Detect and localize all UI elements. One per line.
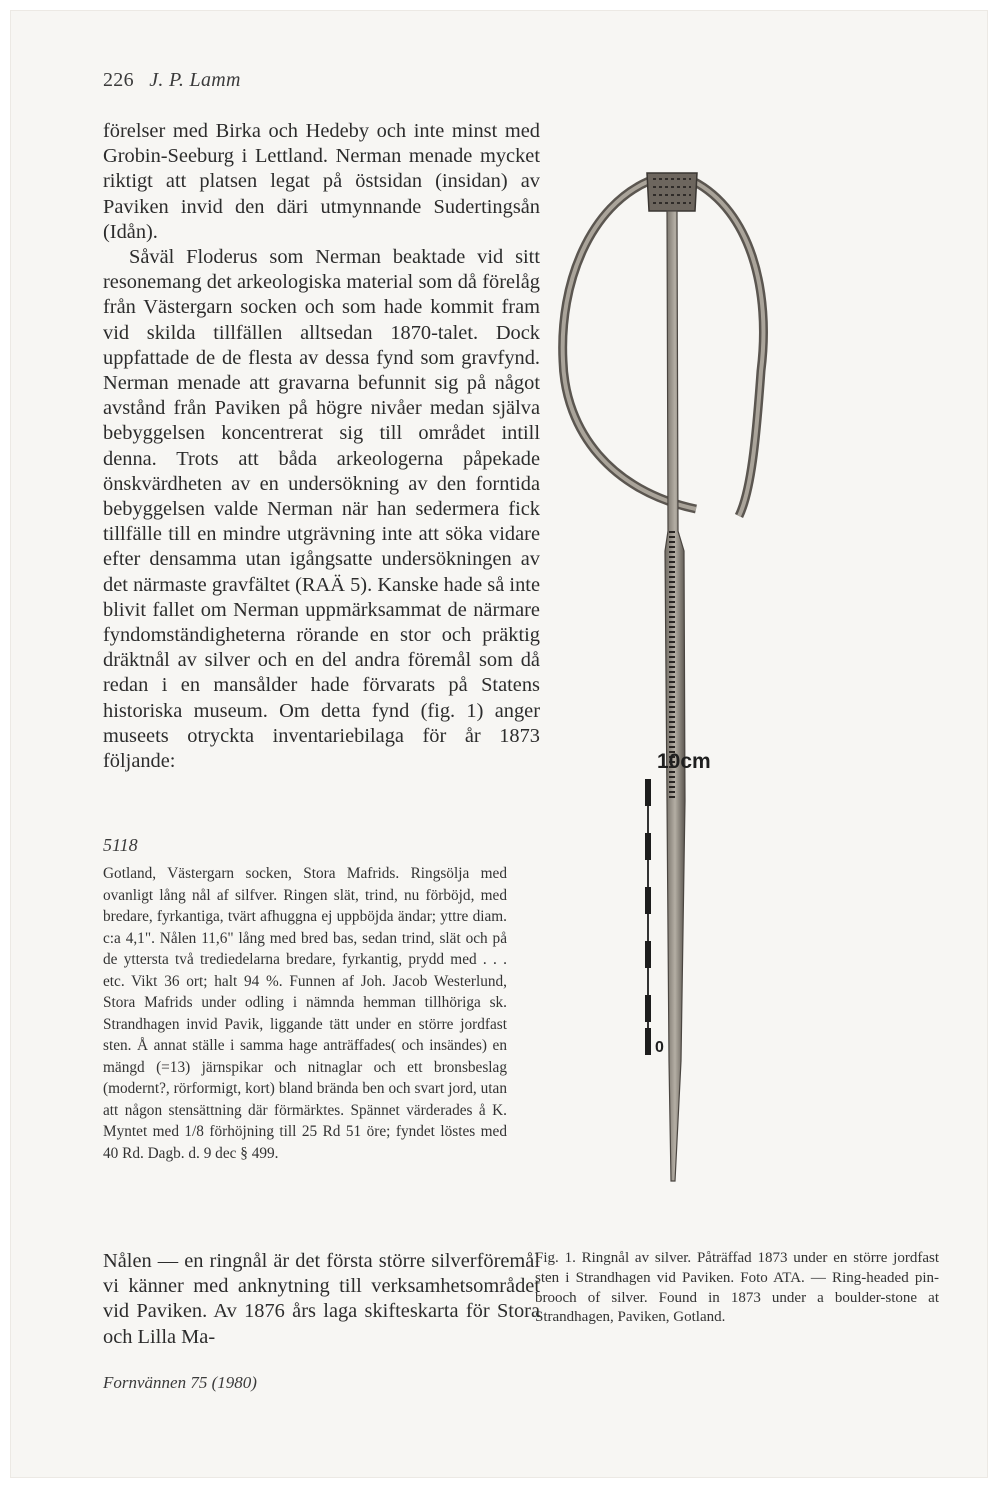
- author-name: J. P. Lamm: [149, 69, 241, 91]
- scale-segment: [645, 1028, 651, 1055]
- paragraph-1: förelser med Birka och Hedeby och inte minst med Grobin-Seeburg i Lettland. Nerman menade mycket riktigt att platsen legat på östsidan (insidan) av Paviken invid den däri utmynnande Sudertingsån (Idån).: [103, 120, 540, 243]
- paragraph-3: Nålen — en ringnål är det första större silverföremål vi känner med anknytning till verksamhetsområdet vid Paviken. Av 1876 års laga skifteskarta för Stora och Lilla Ma-: [103, 1250, 540, 1348]
- main-body-text: [103, 119, 540, 774]
- inventory-number: 5118: [103, 835, 138, 855]
- journal-footer: Fornvännen 75 (1980): [103, 1373, 257, 1392]
- scale-segment: [645, 941, 651, 968]
- page-number: 226: [103, 69, 134, 91]
- scale-segment: [645, 995, 651, 1022]
- scale-bottom-label: 0: [655, 1039, 664, 1056]
- closing-body-text: [103, 1249, 540, 1350]
- inventory-text: Gotland, Västergarn socken, Stora Mafrids. Ringsölja med ovanligt lång nål af silfver. Ringen slät, trind, nu förböjd, med bredare, fyrkantiga, tvärt afhuggna ej uppböjda ändar; yttre diam. c:a 4,1". Nålen 11,6" lång med bred bas, sedan trind, slät och på de yttersta två trediedelarna bredare, fyrkantig, prydd med . . . etc. Vikt 36 ort; halt 94 %. Funnen af Joh. Jacob Westerlund, Stora Mafrids under odling i nämnda hemman tillhöriga sk. Strandhagen invid Pavik, liggande tätt under en större jordfast sten. Å annat ställe i samma hage anträffades( och insändes) en mängd (=13) järnspikar och nitnaglar och ett bronsbeslag (modernt?, rörformigt, kort) bland brända ben och svart jord, utan att någon stensättning där förmärktes. Spännet värderades å K. Myntet med 1/8 förhöjning till 25 Rd 51 öre; fyndet löstes med 40 Rd. Dagb. d. 9 dec § 499.: [103, 865, 507, 1162]
- running-header: [103, 69, 241, 92]
- figure-caption: Fig. 1. Ringnål av silver. Påträffad 1873 under en större jordfast sten i Strandhagen vid Paviken. Foto ATA. — Ring-headed pin-brooch of silver. Found in 1873 under a boulder-stone at Strandhagen, Paviken, Gotland.: [535, 1250, 939, 1326]
- paragraph-2: Såväl Floderus som Nerman beaktade vid sitt resonemang det arkeologiska material som då förelåg från Västergarn socken och som hade kommit fram vid skilda tillfällen alltsedan 1870-talet. Dock uppfattade de de flesta av dessa fynd som gravfynd. Nerman menade att gravarna befunnit sig på något avstånd från Paviken på högre nivåer medan själva bebyggelsen koncentrerat sig till området intill denna. Trots att båda arkeologerna påpekade önskvärdheten av en undersökning av den forntida bebyggelsen valde Nerman när han sedermera fick tillfälle till en mindre utgrävning inte att söka vidare efter densamma utan igångsatte undersökningen av det närmaste gravfältet (RAÄ 5). Kanske hade så inte blivit fallet om Nerman uppmärksammat de närmare fyndomständigheterna rörande en stor och präktig dräktnål av silver och en del andra föremål som då redan i en mansålder hade förvarats på Statens historiska museum. Om detta fynd (fig. 1) anger museets otryckta inventariebilaga för år 1873 följande:: [103, 246, 540, 773]
- scale-bar: [645, 750, 735, 1065]
- scale-segment: [645, 887, 651, 914]
- scale-top-label: 10cm: [657, 750, 711, 773]
- inventory-quote: [103, 863, 507, 1164]
- page: [10, 10, 988, 1478]
- scale-segment: [645, 779, 651, 806]
- scale-segment: [645, 833, 651, 860]
